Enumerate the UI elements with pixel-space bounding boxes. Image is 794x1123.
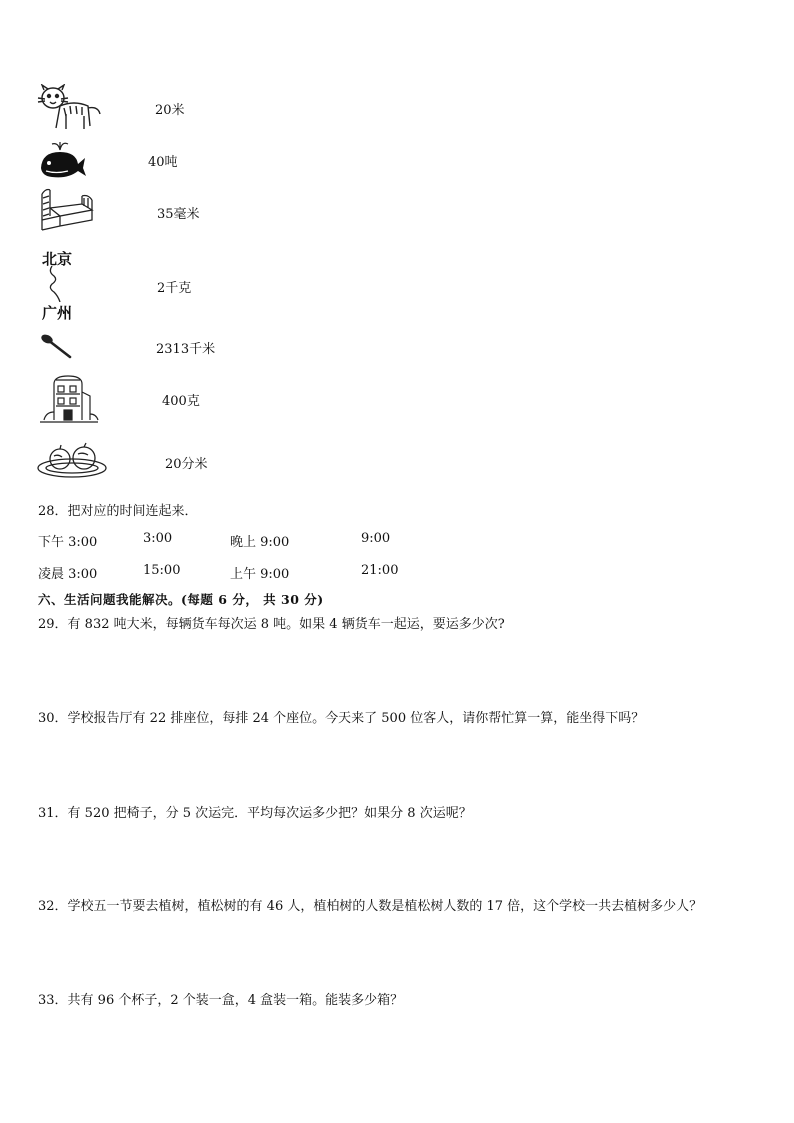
time-cell: 凌晨 3:00 xyxy=(38,567,98,582)
route-line xyxy=(42,266,84,302)
unit-label: 2313千米 xyxy=(156,342,216,357)
unit-label: 400克 xyxy=(162,394,200,409)
route-map-icon xyxy=(42,248,84,322)
map-top-label: 北京 xyxy=(42,250,73,268)
apples-plate-icon xyxy=(36,440,108,480)
question-30: 30．学校报告厅有 22 排座位，每排 24 个座位。今天来了 500 位客人，请你帮忙算一算，能坐得下吗？ xyxy=(38,711,645,726)
time-cell: 15:00 xyxy=(143,563,181,578)
question-33: 33．共有 96 个杯子，2 个装一盒，4 盒装一箱。能装多少箱？ xyxy=(38,993,404,1008)
question-32: 32．学校五一节要去植树，植松树的有 46 人，植柏树的人数是植松树人数的 17 倍，这个学校一共去植树多少人？ xyxy=(38,899,703,914)
question-31: 31．有 520 把椅子，分 5 次运完．平均每次运多少把？如果分 8 次运呢？ xyxy=(38,806,472,821)
tiger-icon xyxy=(36,84,102,134)
building-icon xyxy=(38,372,100,424)
time-cell: 晚上 9:00 xyxy=(230,535,290,550)
unit-label: 2千克 xyxy=(157,281,192,296)
map-bottom-label: 广州 xyxy=(42,304,73,322)
bed-icon xyxy=(38,186,96,232)
section-heading: 六、生活问题我能解决。(每题 6 分， 共 30 分) xyxy=(38,592,324,607)
q28-title: 28．把对应的时间连起来． xyxy=(38,504,198,519)
time-cell: 上午 9:00 xyxy=(230,567,290,582)
time-cell: 下午 3:00 xyxy=(38,535,98,550)
time-cell: 3:00 xyxy=(143,531,173,546)
question-29: 29．有 832 吨大米，每辆货车每次运 8 吨。如果 4 辆货车一起运，要运多少次? xyxy=(38,617,505,632)
unit-label: 20分米 xyxy=(165,457,208,472)
unit-label: 35毫米 xyxy=(157,207,200,222)
whale-icon xyxy=(38,138,88,180)
time-cell: 21:00 xyxy=(361,563,399,578)
nail-icon xyxy=(40,332,74,360)
time-cell: 9:00 xyxy=(361,531,391,546)
unit-label: 20米 xyxy=(155,103,185,118)
unit-label: 40吨 xyxy=(148,155,178,170)
